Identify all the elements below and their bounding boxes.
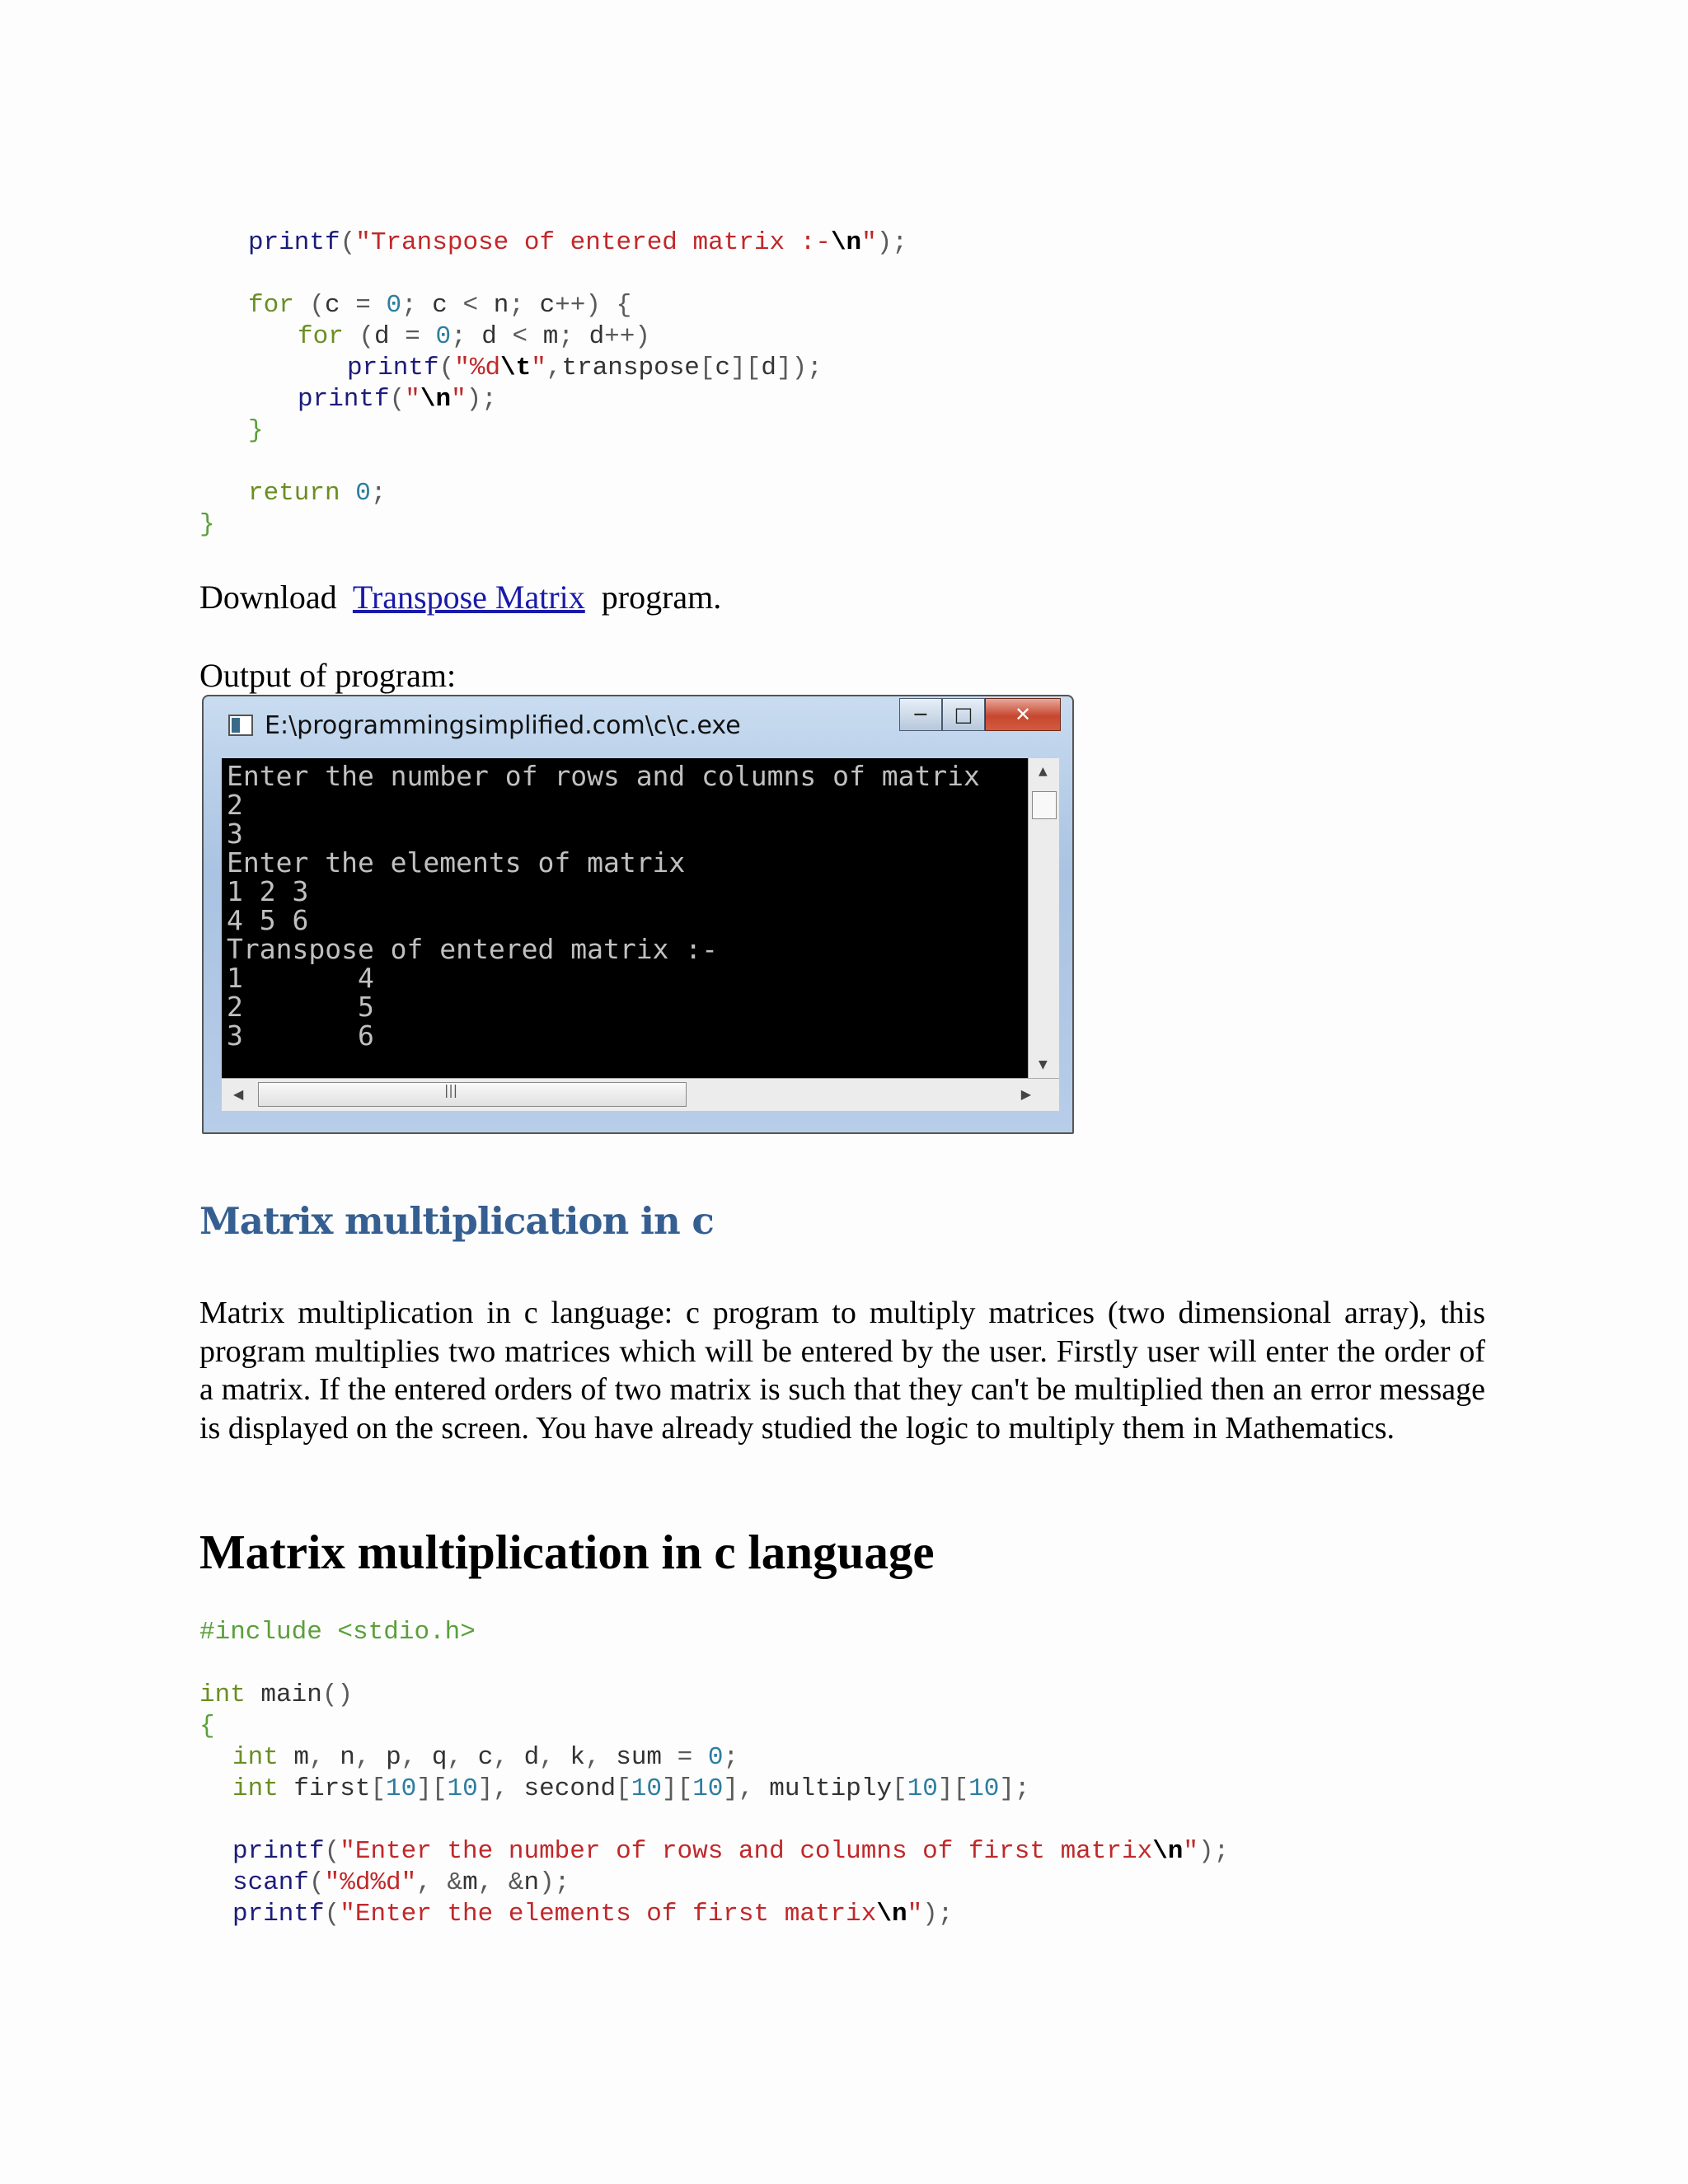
console-line: 2 bbox=[227, 789, 243, 821]
code-line: int first[10][10], second[10][10], multiply[10][10]; bbox=[232, 1774, 1030, 1803]
code-line: { bbox=[199, 1712, 215, 1741]
window-title: E:\programmingsimplified.com\c\c.exe bbox=[265, 710, 741, 740]
horizontal-scrollbar[interactable] bbox=[222, 1078, 1059, 1111]
code-line: return 0; bbox=[248, 479, 387, 508]
scroll-grip-icon: ||| bbox=[444, 1082, 458, 1098]
console-line: Enter the number of rows and columns of matrix bbox=[227, 760, 980, 792]
console-line: 3 6 bbox=[227, 1019, 374, 1052]
vertical-scrollbar[interactable] bbox=[1028, 758, 1059, 1078]
download-line bbox=[199, 579, 721, 616]
close-icon: ✕ bbox=[1014, 703, 1032, 726]
console-line: 4 5 6 bbox=[227, 904, 309, 936]
close-button[interactable] bbox=[985, 698, 1061, 731]
code-line: #include <stdio.h> bbox=[199, 1618, 476, 1647]
code-line: int m, n, p, q, c, d, k, sum = 0; bbox=[232, 1743, 739, 1772]
vertical-scroll-thumb[interactable] bbox=[1032, 791, 1057, 819]
section-heading: Matrix multiplication in c bbox=[199, 1199, 714, 1243]
code-line: printf("Transpose of entered matrix :-\n"); bbox=[248, 228, 907, 257]
console-output bbox=[222, 758, 1046, 1078]
maximize-button[interactable] bbox=[942, 698, 985, 731]
code-line: printf("%d\t",transpose[c][d]); bbox=[347, 354, 823, 382]
horizontal-scroll-thumb[interactable] bbox=[258, 1082, 687, 1107]
minimize-icon: ─ bbox=[914, 703, 927, 726]
output-label: Output of program: bbox=[199, 657, 457, 694]
code-line: } bbox=[199, 510, 215, 539]
download-prefix: Download bbox=[199, 579, 337, 616]
console-line: 1 2 3 bbox=[227, 875, 309, 907]
console-line: Enter the elements of matrix bbox=[227, 846, 686, 879]
main-heading: Matrix multiplication in c language bbox=[199, 1525, 935, 1579]
transpose-matrix-link[interactable]: Transpose Matrix bbox=[352, 579, 585, 616]
scroll-right-arrow-icon[interactable]: ▶ bbox=[1020, 1086, 1031, 1102]
console-line: Transpose of entered matrix :- bbox=[227, 933, 719, 965]
console-line: 2 5 bbox=[227, 991, 374, 1023]
code-line: for (d = 0; d < m; d++) bbox=[298, 322, 650, 351]
minimize-button[interactable] bbox=[899, 698, 942, 731]
maximize-icon: □ bbox=[954, 703, 973, 726]
code-line: printf("Enter the number of rows and columns of first matrix\n"); bbox=[232, 1837, 1230, 1866]
code-line: } bbox=[248, 416, 264, 445]
window-controls bbox=[899, 698, 1061, 731]
intro-paragraph: Matrix multiplication in c language: c program to multiply matrices (two dimensional array), this program multiplies two matrices which will be entered by the user. Firstly user will enter the order of a matrix. If the entered orders of two matrix is such that they can't be multiplied then an error message is displayed on the screen. You have already studied the logic to multiply them in Mathematics. bbox=[199, 1296, 1485, 1446]
code-line: scanf("%d%d", &m, &n); bbox=[232, 1868, 570, 1897]
code-line: int main() bbox=[199, 1680, 354, 1709]
scroll-left-arrow-icon[interactable]: ◀ bbox=[233, 1086, 244, 1102]
code-line: for (c = 0; c < n; c++) { bbox=[248, 291, 632, 320]
code-line: printf("\n"); bbox=[298, 385, 497, 414]
window-titlebar bbox=[228, 706, 741, 744]
scroll-down-arrow-icon[interactable]: ▼ bbox=[1039, 1058, 1048, 1071]
console-app-icon bbox=[228, 715, 253, 736]
console-line: 3 bbox=[227, 818, 243, 850]
console-window bbox=[202, 695, 1074, 1134]
download-suffix: program. bbox=[601, 579, 722, 616]
code-line: printf("Enter the elements of first matrix\n"); bbox=[232, 1900, 954, 1929]
scroll-up-arrow-icon[interactable]: ▲ bbox=[1039, 765, 1048, 778]
console-line: 1 4 bbox=[227, 962, 374, 994]
